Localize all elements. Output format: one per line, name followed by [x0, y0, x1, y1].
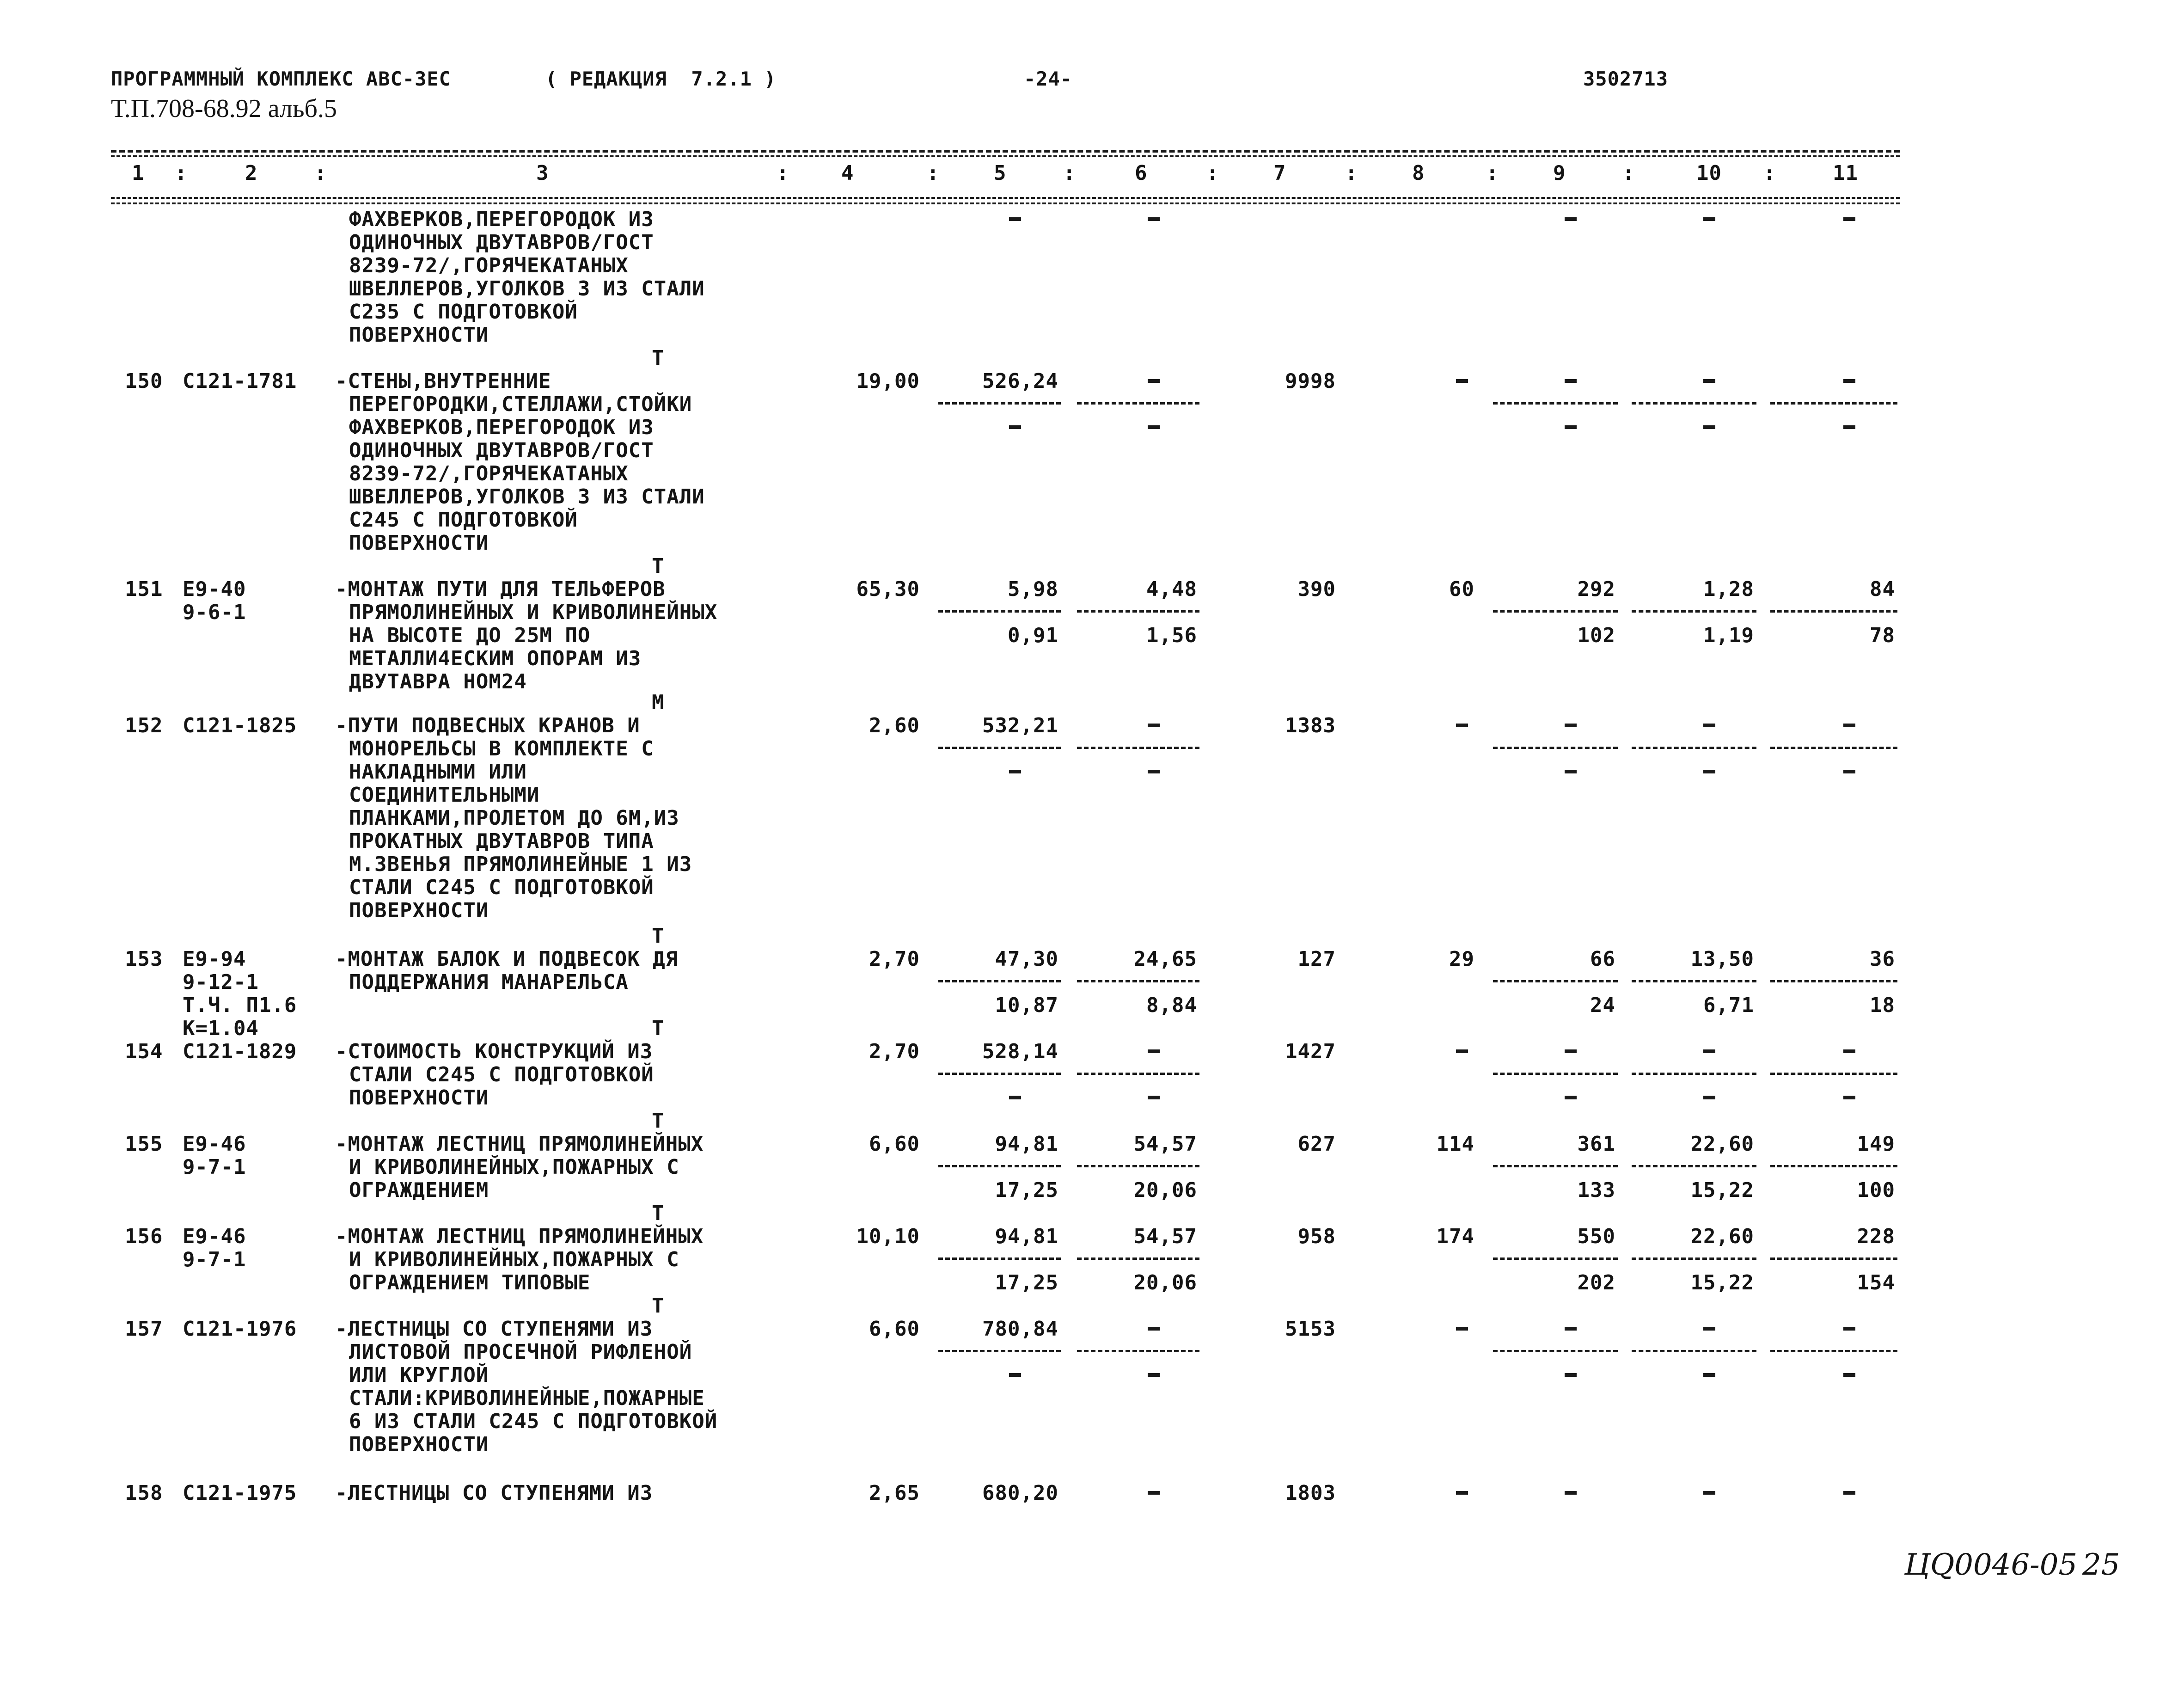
fraction-line — [1770, 1073, 1897, 1075]
cell-c7: 1803 — [1285, 1481, 1336, 1505]
cell-c6: 24,65 — [1133, 947, 1197, 971]
table-top-rule — [111, 150, 1900, 153]
row-number: 153 — [125, 947, 163, 971]
dash-mark — [1843, 425, 1855, 429]
dash-mark — [1703, 217, 1715, 221]
row-description-line: -СТЕНЫ,ВНУТРЕННИЕ — [335, 369, 551, 393]
fraction-line — [1493, 402, 1618, 405]
column-separator: : — [1486, 161, 1499, 185]
row-unit: Т — [652, 1017, 665, 1040]
cell-c9: 66 — [1590, 947, 1615, 971]
fraction-line — [1770, 402, 1897, 405]
cell-c6: 8,84 — [1146, 994, 1197, 1017]
row-number: 152 — [125, 714, 163, 737]
row-description-line: М.ЗВЕНЬЯ ПРЯМОЛИНЕЙНЫЕ 1 ИЗ — [349, 853, 692, 876]
dash-mark — [1565, 1373, 1577, 1377]
row-description-line: ПОВЕРХНОСТИ — [349, 531, 489, 555]
fraction-line — [1077, 402, 1199, 405]
cell-c7: 390 — [1297, 577, 1336, 601]
dash-mark — [1703, 1491, 1715, 1495]
dash-mark — [1148, 425, 1160, 429]
cell-c8: 114 — [1436, 1132, 1474, 1156]
dash-mark — [1843, 1096, 1855, 1099]
cell-c6: 54,57 — [1133, 1225, 1197, 1248]
cell-c4: 10,10 — [856, 1225, 920, 1248]
cell-c11: 228 — [1857, 1225, 1895, 1248]
cell-c5: 94,81 — [995, 1132, 1058, 1156]
row-code: Е9-94 — [183, 947, 246, 971]
cell-c4: 6,60 — [869, 1132, 920, 1156]
column-header-1: 1 — [132, 161, 145, 185]
cell-c6: 4,48 — [1146, 577, 1197, 601]
fraction-line — [1632, 1257, 1756, 1260]
dash-mark — [1565, 1327, 1577, 1331]
row-number: 158 — [125, 1481, 163, 1505]
dash-mark — [1456, 379, 1468, 383]
column-separator: : — [777, 161, 789, 185]
fraction-line — [1632, 610, 1756, 613]
sheet-number: 25 — [2082, 1548, 2120, 1582]
cell-c9: 292 — [1577, 577, 1615, 601]
row-description-line: С235 С ПОДГОТОВКОЙ — [349, 300, 578, 324]
row-unit: Т — [652, 554, 665, 578]
cell-c7: 1427 — [1285, 1040, 1336, 1063]
fraction-line — [938, 1257, 1061, 1260]
dash-mark — [1703, 1096, 1715, 1099]
row-description-line: -СТОИМОСТЬ КОНСТРУКЦИЙ ИЗ — [335, 1040, 653, 1063]
cell-c4: 2,65 — [869, 1481, 920, 1505]
fraction-line — [1632, 1165, 1756, 1167]
column-header-3: 3 — [536, 161, 549, 185]
dash-mark — [1703, 1049, 1715, 1053]
column-header-2: 2 — [245, 161, 258, 185]
row-description-line: -МОНТАЖ ЛЕСТНИЦ ПРЯМОЛИНЕЙНЫХ — [335, 1225, 704, 1248]
fraction-line — [1770, 1350, 1897, 1352]
dash-mark — [1565, 770, 1577, 773]
dash-mark — [1456, 724, 1468, 727]
cell-c6: 54,57 — [1133, 1132, 1197, 1156]
cell-c4: 2,70 — [869, 947, 920, 971]
cell-c7: 5153 — [1285, 1317, 1336, 1341]
cell-c7: 627 — [1297, 1132, 1336, 1156]
row-description-line: ПРЯМОЛИНЕЙНЫХ И КРИВОЛИНЕЙНЫХ — [349, 601, 718, 624]
dash-mark — [1703, 425, 1715, 429]
fraction-line — [1077, 1165, 1199, 1167]
cell-c7: 958 — [1297, 1225, 1336, 1248]
edition-label: ( РЕДАКЦИЯ 7.2.1 ) — [545, 67, 777, 90]
fraction-line — [1770, 980, 1897, 982]
dash-mark — [1565, 1096, 1577, 1099]
dash-mark — [1009, 1373, 1021, 1377]
row-description-line: 8239-72/,ГОРЯЧЕКАТАНЫХ — [349, 254, 629, 277]
cell-c9: 361 — [1577, 1132, 1615, 1156]
row-number: 156 — [125, 1225, 163, 1248]
row-description-line: ПЛАНКАМИ,ПРОЛЕТОМ ДО 6М,ИЗ — [349, 806, 679, 830]
row-description-line: ШВЕЛЛЕРОВ,УГОЛКОВ 3 ИЗ СТАЛИ — [349, 485, 705, 509]
cell-c10: 15,22 — [1690, 1271, 1754, 1294]
fraction-line — [1493, 610, 1618, 613]
fraction-line — [938, 402, 1061, 405]
row-description-line: ПРОКАТНЫХ ДВУТАВРОВ ТИПА — [349, 829, 654, 853]
fraction-line — [1632, 747, 1756, 749]
cell-c6: 1,56 — [1146, 624, 1197, 647]
cell-c11: 154 — [1857, 1271, 1895, 1294]
cell-c7: 9998 — [1285, 369, 1336, 393]
row-description-line: -МОНТАЖ ЛЕСТНИЦ ПРЯМОЛИНЕЙНЫХ — [335, 1132, 704, 1156]
row-description-line: СТАЛИ:КРИВОЛИНЕЙНЫЕ,ПОЖАРНЫЕ — [349, 1386, 705, 1410]
row-code: С121-1975 — [183, 1481, 297, 1505]
row-code: 9-7-1 — [183, 1248, 246, 1271]
cell-c9: 202 — [1577, 1271, 1615, 1294]
cell-c10: 15,22 — [1690, 1178, 1754, 1202]
row-description-line: -ПУТИ ПОДВЕСНЫХ КРАНОВ И — [335, 714, 640, 737]
dash-mark — [1703, 1327, 1715, 1331]
fraction-line — [938, 610, 1061, 613]
column-header-9: 9 — [1553, 161, 1566, 185]
row-description-line: ОДИНОЧНЫХ ДВУТАВРОВ/ГОСТ — [349, 231, 654, 254]
cell-c10: 22,60 — [1690, 1225, 1754, 1248]
column-separator: : — [927, 161, 940, 185]
row-description-line: И КРИВОЛИНЕЙНЫХ,ПОЖАРНЫХ С — [349, 1248, 679, 1271]
row-number: 151 — [125, 577, 163, 601]
fraction-line — [1077, 980, 1199, 982]
row-code: С121-1825 — [183, 714, 297, 737]
cell-c7: 127 — [1297, 947, 1336, 971]
row-description-line: МЕТАЛЛИ4ЕСКИМ ОПОРАМ ИЗ — [349, 647, 642, 670]
row-code: Е9-46 — [183, 1225, 246, 1248]
dash-mark — [1565, 379, 1577, 383]
column-header-8: 8 — [1412, 161, 1425, 185]
cell-c9: 133 — [1577, 1178, 1615, 1202]
cell-c10: 13,50 — [1690, 947, 1754, 971]
dash-mark — [1148, 379, 1160, 383]
dash-mark — [1009, 425, 1021, 429]
fraction-line — [938, 1350, 1061, 1352]
fraction-line — [1493, 980, 1618, 982]
cell-c10: 1,28 — [1703, 577, 1754, 601]
row-description-line: ДВУТАВРА НОМ24 — [349, 670, 527, 693]
dash-mark — [1843, 724, 1855, 727]
row-description-line: И КРИВОЛИНЕЙНЫХ,ПОЖАРНЫХ С — [349, 1155, 679, 1179]
dash-mark — [1565, 1049, 1577, 1053]
row-unit: Т — [652, 924, 665, 948]
header-bottom-rule-2 — [111, 202, 1900, 204]
fraction-line — [938, 1165, 1061, 1167]
fraction-line — [938, 1073, 1061, 1075]
row-description-line: ОДИНОЧНЫХ ДВУТАВРОВ/ГОСТ — [349, 439, 654, 462]
row-description-line: ПОВЕРХНОСТИ — [349, 1086, 489, 1110]
dash-mark — [1565, 724, 1577, 727]
dash-mark — [1565, 1491, 1577, 1495]
archive-stamp: ЦQ0046-05 — [1904, 1548, 2078, 1582]
cell-c5: 94,81 — [995, 1225, 1058, 1248]
row-code: Т.Ч. П1.6 — [183, 994, 297, 1017]
dash-mark — [1703, 724, 1715, 727]
dash-mark — [1843, 217, 1855, 221]
cell-c5: 10,87 — [995, 994, 1058, 1017]
page-number: -24- — [1024, 67, 1073, 90]
dash-mark — [1148, 1096, 1160, 1099]
fraction-line — [1632, 1350, 1756, 1352]
row-code: 9-6-1 — [183, 601, 246, 624]
fraction-line — [1077, 610, 1199, 613]
row-code: Е9-40 — [183, 577, 246, 601]
row-number: 157 — [125, 1317, 163, 1341]
fraction-line — [1077, 1257, 1199, 1260]
dash-mark — [1843, 1327, 1855, 1331]
header-bottom-rule — [111, 197, 1900, 199]
cell-c5: 0,91 — [1008, 624, 1058, 647]
fraction-line — [1632, 980, 1756, 982]
row-description-line: С245 С ПОДГОТОВКОЙ — [349, 508, 578, 532]
dash-mark — [1009, 770, 1021, 773]
fraction-line — [1077, 747, 1199, 749]
row-code: Е9-46 — [183, 1132, 246, 1156]
row-unit: Т — [652, 1109, 665, 1133]
cell-c5: 780,84 — [982, 1317, 1058, 1341]
dash-mark — [1703, 379, 1715, 383]
project-reference: Т.П.708-68.92 альб.5 — [111, 94, 337, 123]
cell-c4: 2,60 — [869, 714, 920, 737]
cell-c5: 47,30 — [995, 947, 1058, 971]
cell-c5: 526,24 — [982, 369, 1058, 393]
column-header-10: 10 — [1696, 161, 1722, 185]
dash-mark — [1009, 217, 1021, 221]
row-description-line: ФАХВЕРКОВ,ПЕРЕГОРОДОК ИЗ — [349, 416, 654, 439]
dash-mark — [1456, 1491, 1468, 1495]
cell-c10: 22,60 — [1690, 1132, 1754, 1156]
cell-c5: 17,25 — [995, 1271, 1058, 1294]
row-description-line: ПОВЕРХНОСТИ — [349, 1433, 489, 1456]
row-unit: Т — [652, 346, 665, 370]
dash-mark — [1148, 217, 1160, 221]
column-separator: : — [1206, 161, 1219, 185]
row-code: С121-1829 — [183, 1040, 297, 1063]
fraction-line — [1077, 1350, 1199, 1352]
cell-c9: 102 — [1577, 624, 1615, 647]
fraction-line — [938, 747, 1061, 749]
fraction-line — [1632, 402, 1756, 405]
cell-c6: 20,06 — [1133, 1178, 1197, 1202]
dash-mark — [1703, 770, 1715, 773]
row-description-line: ОГРАЖДЕНИЕМ — [349, 1178, 489, 1202]
dash-mark — [1843, 1049, 1855, 1053]
cell-c4: 19,00 — [856, 369, 920, 393]
column-separator: : — [1063, 161, 1076, 185]
row-description-line: НАКЛАДНЫМИ ИЛИ — [349, 760, 527, 784]
dash-mark — [1843, 1373, 1855, 1377]
dash-mark — [1148, 1327, 1160, 1331]
document-code: 3502713 — [1583, 67, 1669, 90]
row-description-line: -ЛЕСТНИЦЫ СО СТУПЕНЯМИ ИЗ — [335, 1481, 653, 1505]
row-description-line: ПОВЕРХНОСТИ — [349, 323, 489, 347]
dash-mark — [1565, 425, 1577, 429]
dash-mark — [1148, 724, 1160, 727]
dash-mark — [1703, 1373, 1715, 1377]
dash-mark — [1148, 1373, 1160, 1377]
dash-mark — [1456, 1049, 1468, 1053]
cell-c7: 1383 — [1285, 714, 1336, 737]
cell-c11: 149 — [1857, 1132, 1895, 1156]
dash-mark — [1009, 1096, 1021, 1099]
fraction-line — [1077, 1073, 1199, 1075]
program-title: ПРОГРАММНЫЙ КОМПЛЕКС АВС-3ЕС — [111, 67, 452, 90]
fraction-line — [1493, 1165, 1618, 1167]
row-description-line: ПЕРЕГОРОДКИ,СТЕЛЛАЖИ,СТОЙКИ — [349, 393, 692, 416]
row-description-line: -МОНТАЖ ПУТИ ДЛЯ ТЕЛЬФЕРОВ — [335, 577, 666, 601]
column-header-7: 7 — [1273, 161, 1286, 185]
column-header-6: 6 — [1135, 161, 1148, 185]
row-description-line: ПОВЕРХНОСТИ — [349, 899, 489, 922]
cell-c9: 550 — [1577, 1225, 1615, 1248]
dash-mark — [1148, 1049, 1160, 1053]
fraction-line — [1632, 1073, 1756, 1075]
fraction-line — [938, 980, 1061, 982]
cell-c4: 2,70 — [869, 1040, 920, 1063]
column-header-11: 11 — [1833, 161, 1858, 185]
cell-c5: 5,98 — [1008, 577, 1058, 601]
column-separator: : — [1345, 161, 1358, 185]
cell-c11: 36 — [1870, 947, 1895, 971]
fraction-line — [1770, 747, 1897, 749]
cell-c6: 20,06 — [1133, 1271, 1197, 1294]
dash-mark — [1843, 379, 1855, 383]
row-description-line: МОНОРЕЛЬСЫ В КОМПЛЕКТЕ С — [349, 737, 654, 761]
cell-c5: 680,20 — [982, 1481, 1058, 1505]
fraction-line — [1493, 1257, 1618, 1260]
row-code: 9-12-1 — [183, 970, 259, 994]
row-unit: М — [652, 691, 665, 714]
cell-c11: 78 — [1870, 624, 1895, 647]
fraction-line — [1493, 1073, 1618, 1075]
row-description-line: НА ВЫСОТЕ ДО 25М ПО — [349, 624, 591, 647]
table-top-rule-2 — [111, 155, 1900, 157]
row-description-line: 6 ИЗ СТАЛИ С245 С ПОДГОТОВКОЙ — [349, 1410, 718, 1433]
cell-c11: 100 — [1857, 1178, 1895, 1202]
row-description-line: СТАЛИ С245 С ПОДГОТОВКОЙ — [349, 876, 654, 899]
cell-c11: 84 — [1870, 577, 1895, 601]
row-description-line: ЛИСТОВОЙ ПРОСЕЧНОЙ РИФЛЕНОЙ — [349, 1340, 692, 1364]
row-code: 9-7-1 — [183, 1155, 246, 1179]
column-header-5: 5 — [994, 161, 1007, 185]
cell-c8: 174 — [1436, 1225, 1474, 1248]
row-description-line: 8239-72/,ГОРЯЧЕКАТАНЫХ — [349, 462, 629, 485]
dash-mark — [1565, 217, 1577, 221]
fraction-line — [1770, 1165, 1897, 1167]
row-description-line: СТАЛИ С245 С ПОДГОТОВКОЙ — [349, 1063, 654, 1086]
dash-mark — [1148, 770, 1160, 773]
column-separator: : — [1622, 161, 1635, 185]
dash-mark — [1148, 1491, 1160, 1495]
column-separator: : — [175, 161, 188, 185]
row-code: С121-1781 — [183, 369, 297, 393]
row-unit: Т — [652, 1202, 665, 1225]
row-description-line: -МОНТАЖ БАЛОК И ПОДВЕСОК ДЯ — [335, 947, 679, 971]
fraction-line — [1493, 1350, 1618, 1352]
cell-c8: 60 — [1449, 577, 1474, 601]
cell-c11: 18 — [1870, 994, 1895, 1017]
column-separator: : — [314, 161, 327, 185]
row-description-line: ПОДДЕРЖАНИЯ МАНАРЕЛЬСА — [349, 970, 629, 994]
fraction-line — [1493, 747, 1618, 749]
row-number: 155 — [125, 1132, 163, 1156]
cell-c9: 24 — [1590, 994, 1615, 1017]
row-number: 150 — [125, 369, 163, 393]
row-description-line: -ЛЕСТНИЦЫ СО СТУПЕНЯМИ ИЗ — [335, 1317, 653, 1341]
column-header-4: 4 — [841, 161, 854, 185]
row-code: С121-1976 — [183, 1317, 297, 1341]
fraction-line — [1770, 610, 1897, 613]
row-description-line: СОЕДИНИТЕЛЬНЫМИ — [349, 783, 540, 807]
cell-c5: 528,14 — [982, 1040, 1058, 1063]
row-description-line: ИЛИ КРУГЛОЙ — [349, 1363, 489, 1387]
dash-mark — [1843, 770, 1855, 773]
dash-mark — [1843, 1491, 1855, 1495]
cell-c8: 29 — [1449, 947, 1474, 971]
row-number: 154 — [125, 1040, 163, 1063]
cell-c10: 1,19 — [1703, 624, 1754, 647]
cell-c5: 532,21 — [982, 714, 1058, 737]
cell-c5: 17,25 — [995, 1178, 1058, 1202]
fraction-line — [1770, 1257, 1897, 1260]
column-separator: : — [1763, 161, 1776, 185]
row-description-line: ФАХВЕРКОВ,ПЕРЕГОРОДОК ИЗ — [349, 208, 654, 231]
row-unit: Т — [652, 1294, 665, 1318]
row-code: К=1.04 — [183, 1017, 259, 1040]
cell-c4: 6,60 — [869, 1317, 920, 1341]
cell-c10: 6,71 — [1703, 994, 1754, 1017]
dash-mark — [1456, 1327, 1468, 1331]
row-description-line: ШВЕЛЛЕРОВ,УГОЛКОВ 3 ИЗ СТАЛИ — [349, 277, 705, 301]
row-description-line: ОГРАЖДЕНИЕМ ТИПОВЫЕ — [349, 1271, 591, 1294]
cell-c4: 65,30 — [856, 577, 920, 601]
